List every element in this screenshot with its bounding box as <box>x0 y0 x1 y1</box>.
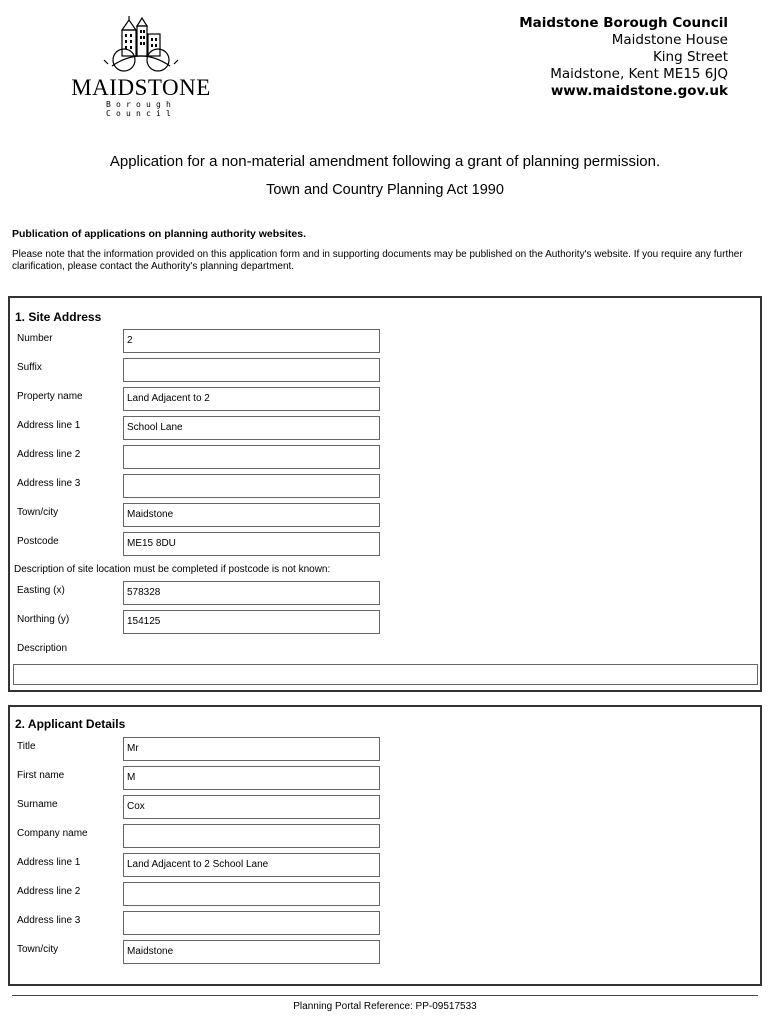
field-label: Address line 2 <box>17 886 81 897</box>
address-line-1: Maidstone House <box>611 32 728 48</box>
portal-reference: Planning Portal Reference: PP-09517533 <box>293 1001 477 1012</box>
logo-wordmark: MAIDSTONE <box>71 75 211 100</box>
field-label: Town/city <box>17 507 59 518</box>
field-label: Address line 1 <box>17 857 81 868</box>
field-label: Easting (x) <box>17 585 65 596</box>
publication-text: Please note that the information provided on this application form and in supporting documents may be published on the Authority's website. If you require any further clarification, please contact the Authority's planning department. <box>12 249 743 272</box>
location-note: Description of site location must be completed if postcode is not known: <box>14 564 331 575</box>
field-label: Company name <box>17 828 88 839</box>
applicant-company-input[interactable] <box>123 824 380 848</box>
form-title: Application for a non-material amendment following a grant of planning permission. <box>109 153 661 170</box>
field-label: Number <box>17 333 53 344</box>
field-label: Town/city <box>17 944 59 955</box>
town-skyline-icon <box>102 16 180 74</box>
section-title: 1. Site Address <box>15 310 102 324</box>
field-label: Address line 3 <box>17 915 81 926</box>
act-title: Town and Country Planning Act 1990 <box>266 182 504 198</box>
applicant-title-input[interactable]: Mr <box>123 737 380 761</box>
logo-subtitle: Borough Council <box>105 100 177 118</box>
field-label: Address line 2 <box>17 449 81 460</box>
site-number-input[interactable]: 2 <box>123 329 380 353</box>
applicant-address-line-2-input[interactable] <box>123 882 380 906</box>
council-website-link[interactable]: www.maidstone.gov.uk <box>550 83 728 99</box>
publication-heading: Publication of applications on planning authority websites. <box>12 228 307 240</box>
field-label: Postcode <box>17 536 59 547</box>
site-address-line-2-input[interactable] <box>123 445 380 469</box>
site-address-line-1-input[interactable]: School Lane <box>123 416 380 440</box>
address-line-2: King Street <box>652 49 728 65</box>
field-label: Suffix <box>17 362 42 373</box>
council-address <box>519 15 728 100</box>
site-description-input[interactable] <box>13 664 758 685</box>
section-title: 2. Applicant Details <box>15 717 126 731</box>
applicant-address-line-3-input[interactable] <box>123 911 380 935</box>
council-logo <box>66 16 216 118</box>
site-town-input[interactable]: Maidstone <box>123 503 380 527</box>
footer-divider <box>12 995 758 996</box>
northing-input[interactable]: 154125 <box>123 610 380 634</box>
site-postcode-input[interactable]: ME15 8DU <box>123 532 380 556</box>
field-label: First name <box>17 770 65 781</box>
easting-input[interactable]: 578328 <box>123 581 380 605</box>
site-address-section <box>8 296 762 692</box>
address-line-3: Maidstone, Kent ME15 6JQ <box>550 66 728 82</box>
applicant-first-name-input[interactable]: M <box>123 766 380 790</box>
field-label: Surname <box>17 799 58 810</box>
field-label: Property name <box>17 391 83 402</box>
site-address-line-3-input[interactable] <box>123 474 380 498</box>
site-suffix-input[interactable] <box>123 358 380 382</box>
field-label: Northing (y) <box>17 614 70 625</box>
applicant-town-input[interactable]: Maidstone <box>123 940 380 964</box>
council-name: Maidstone Borough Council <box>519 15 728 31</box>
field-label: Title <box>17 741 36 752</box>
site-property-name-input[interactable]: Land Adjacent to 2 <box>123 387 380 411</box>
applicant-details-section <box>8 705 762 986</box>
field-label: Description <box>17 643 68 654</box>
applicant-surname-input[interactable]: Cox <box>123 795 380 819</box>
field-label: Address line 3 <box>17 478 81 489</box>
applicant-address-line-1-input[interactable]: Land Adjacent to 2 School Lane <box>123 853 380 877</box>
field-label: Address line 1 <box>17 420 81 431</box>
